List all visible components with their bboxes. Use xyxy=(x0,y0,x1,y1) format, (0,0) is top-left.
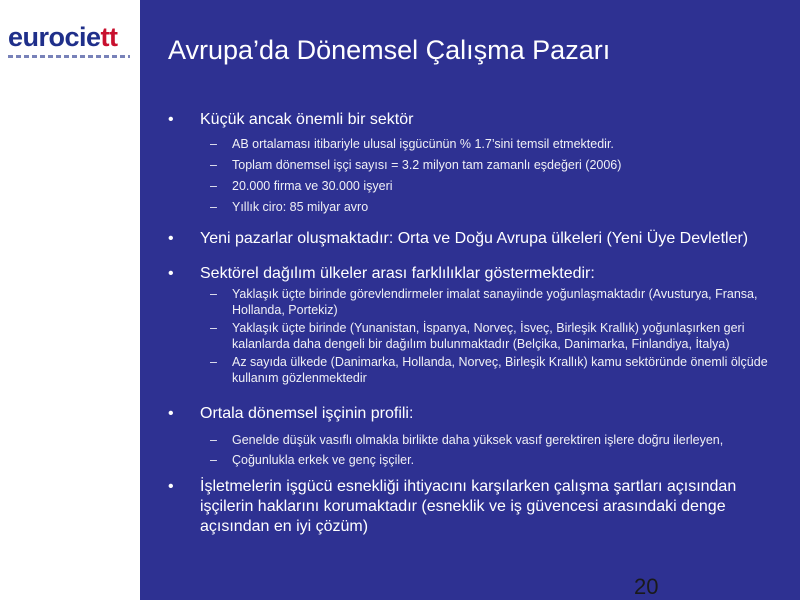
sub-item-public-sector: – Az sayıda ülkede (Danimarka, Hollanda, Norveç, Birleşik Krallık) kamu sektöründe önemli ölçüde kullanım gözlenmektedir xyxy=(166,354,786,386)
sub-item-manufacturing: – Yaklaşık üçte birinde görevlendirmeler imalat sanayiinde yoğunlaşmaktadır (Avusturya, Fransa, Hollanda, Portekiz) xyxy=(166,286,786,318)
logo-wordmark xyxy=(8,22,136,52)
slide-panel xyxy=(140,0,800,600)
sub-item-eu-average: – AB ortalaması itibariyle ulusal işgücünün % 1.7’sini temsil etmektedir. xyxy=(166,136,786,152)
logo-sidebar xyxy=(0,0,140,600)
sub-item-male-young: – Çoğunlukla erkek ve genç işçiler. xyxy=(166,452,786,468)
logo-tagline-decoration xyxy=(8,55,130,58)
sub-list-worker-profile xyxy=(166,432,786,468)
sub-list-small-sector xyxy=(166,136,786,215)
bullet-sectoral-distribution: • Sektörel dağılım ülkeler arası farklılıklar göstermektedir: xyxy=(166,264,786,284)
sub-item-firms: – 20.000 firma ve 30.000 işyeri xyxy=(166,178,786,194)
bullet-small-sector: • Küçük ancak önemli bir sektör xyxy=(166,110,786,130)
logo-accent: tt xyxy=(100,22,118,52)
slide-title: Avrupa’da Dönemsel Çalışma Pazarı xyxy=(168,35,611,65)
sub-item-low-skilled: – Genelde düşük vasıflı olmakla birlikte daha yüksek vasıf gerektiren işlere doğru ilerleyen, xyxy=(166,432,786,448)
sub-item-turnover: – Yıllık ciro: 85 milyar avro xyxy=(166,199,786,215)
sub-item-total-workers: – Toplam dönemsel işçi sayısı = 3.2 milyon tam zamanlı eşdeğeri (2006) xyxy=(166,157,786,173)
slide-content xyxy=(166,110,786,537)
bullet-new-markets: • Yeni pazarlar oluşmaktadır: Orta ve Doğu Avrupa ülkeleri (Yeni Üye Devletler) xyxy=(166,229,786,249)
bullet-flexibility: • İşletmelerin işgücü esnekliği ihtiyacını karşılarken çalışma şartları açısından işçilerin haklarını korumaktadır (esneklik ve iş güvencesi arasındaki denge açısından en iyi çözüm) xyxy=(166,477,786,537)
sub-item-balanced: – Yaklaşık üçte birinde (Yunanistan, İspanya, Norveç, İsveç, Birleşik Krallık) yoğunlaşırken geri kalanlarda daha dengeli bir dağılım bulunmaktadır (Belçika, Danimarka, Finlandiya, İtalya) xyxy=(166,320,786,352)
page-number: 20 xyxy=(634,574,659,599)
bullet-worker-profile: • Ortala dönemsel işçinin profili: xyxy=(166,404,786,424)
sub-list-sectoral-distribution xyxy=(166,286,786,386)
eurociett-logo xyxy=(8,22,136,66)
logo-main: eurocie xyxy=(8,22,101,52)
